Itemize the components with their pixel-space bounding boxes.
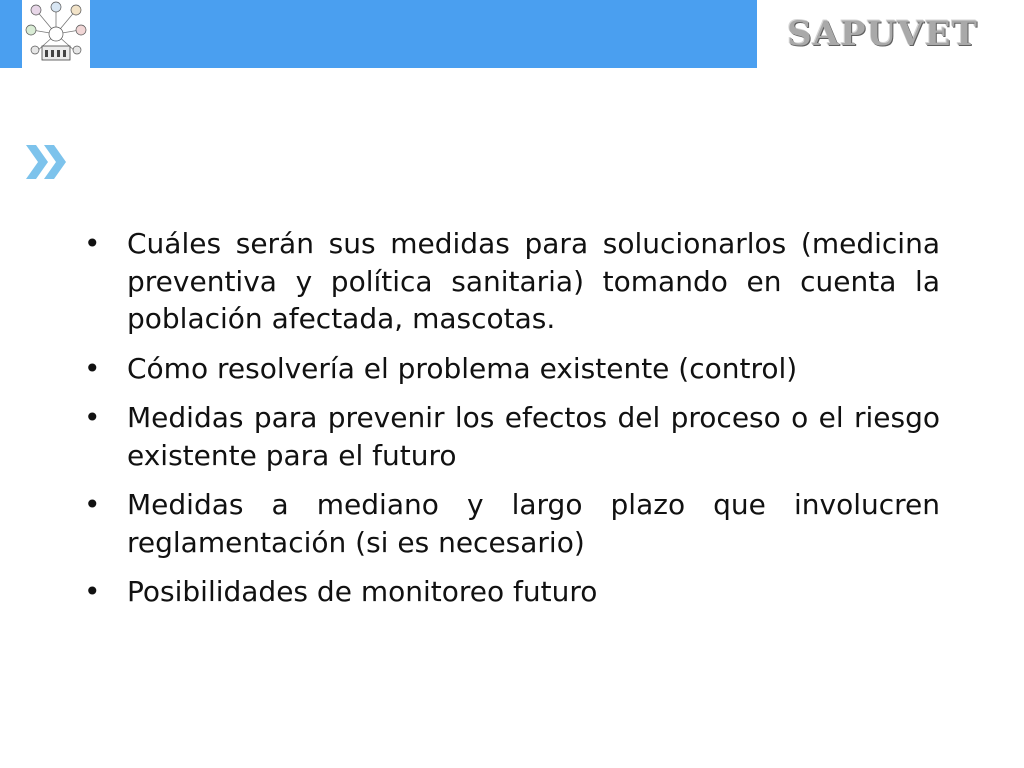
list-item — [84, 486, 940, 561]
list-item — [84, 399, 940, 474]
double-chevron-right-icon — [24, 142, 76, 182]
bullet-dot: • — [84, 351, 101, 385]
list-item — [84, 225, 940, 338]
bullet-dot: • — [84, 401, 101, 434]
list-item — [84, 573, 940, 611]
sapuvet-network-logo-icon — [22, 0, 90, 68]
list-item — [84, 350, 940, 388]
bullet-dot: • — [84, 227, 101, 260]
bullet-text: Medidas para prevenir los efectos del proceso o el riesgo existente para el futuro — [127, 401, 940, 472]
brand-wordmark: SAPUVET — [787, 14, 978, 54]
bullet-dot: • — [84, 575, 101, 608]
bullet-list — [84, 225, 940, 623]
brand-area — [757, 0, 1024, 68]
bullet-text: Posibilidades de monitoreo futuro — [127, 575, 598, 608]
bullet-text: Cuáles serán sus medidas para solucionarlos (medicina preventiva y política sanitaria) tomando en cuenta la población afectada, mascotas. — [127, 227, 940, 335]
bullet-text: Cómo resolvería el problema existente (control) — [127, 351, 798, 385]
bullet-dot: • — [84, 488, 101, 521]
bullet-text: Medidas a mediano y largo plazo que involucren reglamentación (si es necesario) — [127, 488, 940, 559]
